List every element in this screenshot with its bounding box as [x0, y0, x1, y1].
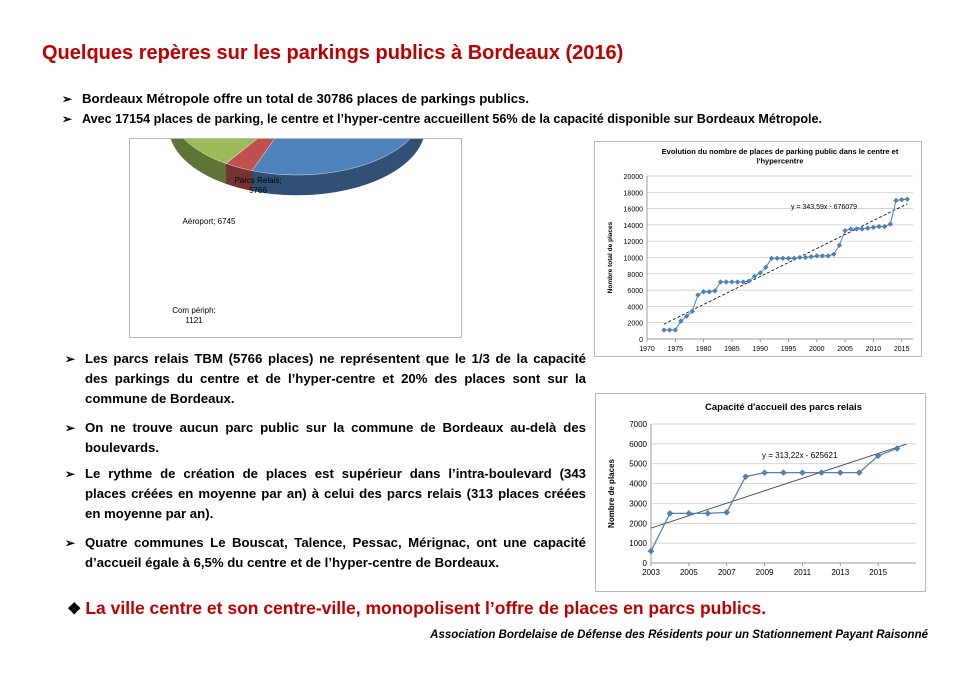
bullet-item	[65, 418, 586, 458]
x-tick-label: 2009	[755, 568, 774, 577]
pie-chart	[130, 139, 461, 337]
y-tick-label: 3000	[629, 499, 647, 509]
line-chart-parcs-relais	[596, 394, 925, 591]
data-point	[781, 470, 787, 476]
chart-title	[662, 147, 899, 166]
x-tick-label: 2003	[642, 568, 660, 577]
data-point	[743, 474, 749, 480]
data-point	[799, 470, 805, 476]
conclusion-text: La ville centre et son centre-ville, monopolisent l’offre de places en parcs publics.	[85, 598, 767, 618]
data-point	[648, 548, 654, 554]
chart-title: Capacité d'accueil des parcs relais	[705, 402, 862, 413]
bullet-text: On ne trouve aucun parc public sur la commune de Bordeaux au-delà des boulevards.	[85, 420, 586, 455]
x-tick-label: 2000	[808, 346, 825, 353]
y-tick-label: 0	[642, 559, 647, 568]
data-point	[888, 222, 893, 227]
data-point	[775, 256, 780, 261]
y-tick-label: 8000	[627, 271, 643, 279]
series-line	[664, 199, 907, 330]
bullet-text: Bordeaux Métropole offre un total de 30786 places de parkings publics.	[82, 91, 530, 106]
data-point	[735, 280, 740, 285]
bullet-item	[62, 109, 952, 129]
data-point	[662, 328, 667, 333]
x-tick-label: 2011	[793, 568, 812, 577]
line-chart-centre	[595, 142, 921, 356]
x-tick-label: 2015	[869, 568, 888, 577]
data-point	[837, 470, 843, 476]
bullet-text: Quatre communes Le Bouscat, Talence, Pessac, Mérignac, ont une capacité d’accueil égale à 6,5% du centre et de l’hyper-centre de Bordeaux.	[85, 535, 586, 570]
x-tick-label: 2010	[865, 346, 882, 353]
data-point	[673, 328, 678, 333]
data-point	[899, 197, 904, 202]
bullet-item	[62, 89, 942, 109]
footer-credit: Association Bordelaise de Défense des Résidents pour un Stationnement Payant Raisonné	[430, 629, 928, 641]
data-point	[894, 198, 899, 203]
y-axis-label: Nombre total de places	[607, 221, 614, 294]
data-point	[843, 228, 848, 233]
y-tick-label: 12000	[623, 239, 643, 247]
y-tick-label: 2000	[627, 320, 643, 328]
x-tick-label: 1990	[752, 346, 768, 353]
data-point	[818, 470, 824, 476]
y-tick-label: 20000	[623, 174, 643, 181]
y-tick-label: 6000	[627, 288, 643, 296]
arrow-bullet-icon: ➢	[65, 467, 76, 481]
pie-label-line: Com périph;	[172, 306, 216, 315]
data-point	[786, 256, 791, 261]
pie-slice-label	[172, 306, 216, 325]
bullet-item	[65, 464, 586, 524]
data-point	[831, 252, 836, 257]
data-point	[713, 289, 718, 294]
data-point	[724, 280, 729, 285]
x-tick-label: 1975	[667, 346, 684, 353]
y-tick-label: 4000	[627, 304, 643, 312]
bullet-text: Les parcs relais TBM (5766 places) ne représentent que le 1/3 de la capacité des parkings du centre et de l’hyper-centre et 20% des places sont sur la commune de Bordeaux.	[85, 351, 586, 406]
data-point	[769, 256, 774, 261]
pie-label-line: 5766	[249, 186, 267, 195]
x-tick-label: 1985	[724, 346, 740, 353]
arrow-bullet-icon: ➢	[62, 92, 73, 106]
data-point	[871, 225, 876, 230]
bullet-item	[65, 533, 586, 573]
diamond-bullet-icon: ❖	[67, 601, 82, 618]
pie-label-line: Parcs Relais;	[234, 176, 282, 185]
x-tick-label: 2005	[837, 346, 853, 353]
line-chart-parcs-box	[595, 393, 926, 592]
y-tick-label: 10000	[623, 255, 643, 263]
data-point	[860, 227, 865, 232]
y-tick-label: 2000	[629, 519, 647, 529]
y-tick-label: 5000	[629, 459, 647, 469]
x-tick-label: 2007	[717, 568, 736, 577]
x-tick-label: 1970	[639, 346, 655, 353]
pie-slice-label: Aéroport; 6745	[182, 217, 236, 226]
y-tick-label: 1000	[629, 539, 647, 549]
y-tick-label: 16000	[623, 206, 643, 214]
y-tick-label: 0	[639, 337, 643, 344]
x-tick-label: 2013	[831, 568, 850, 577]
pie-label-line: 1121	[185, 316, 203, 325]
data-point	[797, 255, 802, 260]
data-point	[705, 510, 711, 516]
y-tick-label: 18000	[623, 190, 643, 198]
arrow-bullet-icon: ➢	[65, 421, 76, 435]
data-point	[686, 510, 692, 516]
bullet-item	[65, 349, 586, 409]
arrow-bullet-icon: ➢	[65, 536, 76, 550]
page-title: Quelques repères sur les parkings publics à Bordeaux (2016)	[42, 42, 624, 64]
trend-equation: y = 313,22x - 625621	[762, 451, 838, 460]
line-chart-centre-box	[594, 141, 922, 357]
data-point	[741, 280, 746, 285]
data-point	[780, 256, 785, 261]
chart-title-line: l'hypercentre	[756, 156, 804, 166]
arrow-bullet-icon: ➢	[65, 352, 76, 366]
data-point	[837, 243, 842, 248]
data-point	[905, 197, 910, 202]
data-point	[696, 293, 701, 298]
y-tick-label: 7000	[629, 420, 647, 429]
data-point	[762, 470, 768, 476]
y-axis-label: Nombre de places	[607, 459, 616, 528]
data-point	[667, 510, 673, 516]
y-tick-label: 6000	[629, 439, 647, 449]
x-tick-label: 2015	[893, 346, 910, 353]
chart-title-line: Evolution du nombre de places de parking public dans le centre et	[661, 147, 899, 156]
data-point	[729, 280, 734, 285]
data-point	[809, 254, 814, 259]
data-point	[854, 227, 859, 232]
x-tick-label: 2005	[679, 568, 698, 577]
conclusion	[67, 598, 766, 619]
data-point	[803, 255, 808, 260]
trend-equation: y = 343,59x - 676079	[791, 204, 857, 211]
y-tick-label: 14000	[623, 222, 643, 230]
pie-chart-box	[129, 138, 462, 338]
data-point	[667, 328, 672, 333]
x-tick-label: 1980	[695, 346, 712, 353]
x-tick-label: 1995	[780, 346, 797, 353]
data-point	[865, 226, 870, 231]
data-point	[792, 256, 797, 261]
data-point	[718, 280, 723, 285]
arrow-bullet-icon: ➢	[62, 112, 73, 126]
bullet-text: Avec 17154 places de parking, le centre et l’hyper-centre accueillent 56% de la capacité disponible sur Bordeaux Métropole.	[82, 112, 823, 126]
y-tick-label: 4000	[629, 479, 647, 489]
data-point	[724, 509, 730, 515]
bullet-text: Le rythme de création de places est supérieur dans l’intra-boulevard (343 places créées en moyenne par an) à celui des parcs relais (313 places créées en moyenne par an).	[85, 466, 586, 521]
